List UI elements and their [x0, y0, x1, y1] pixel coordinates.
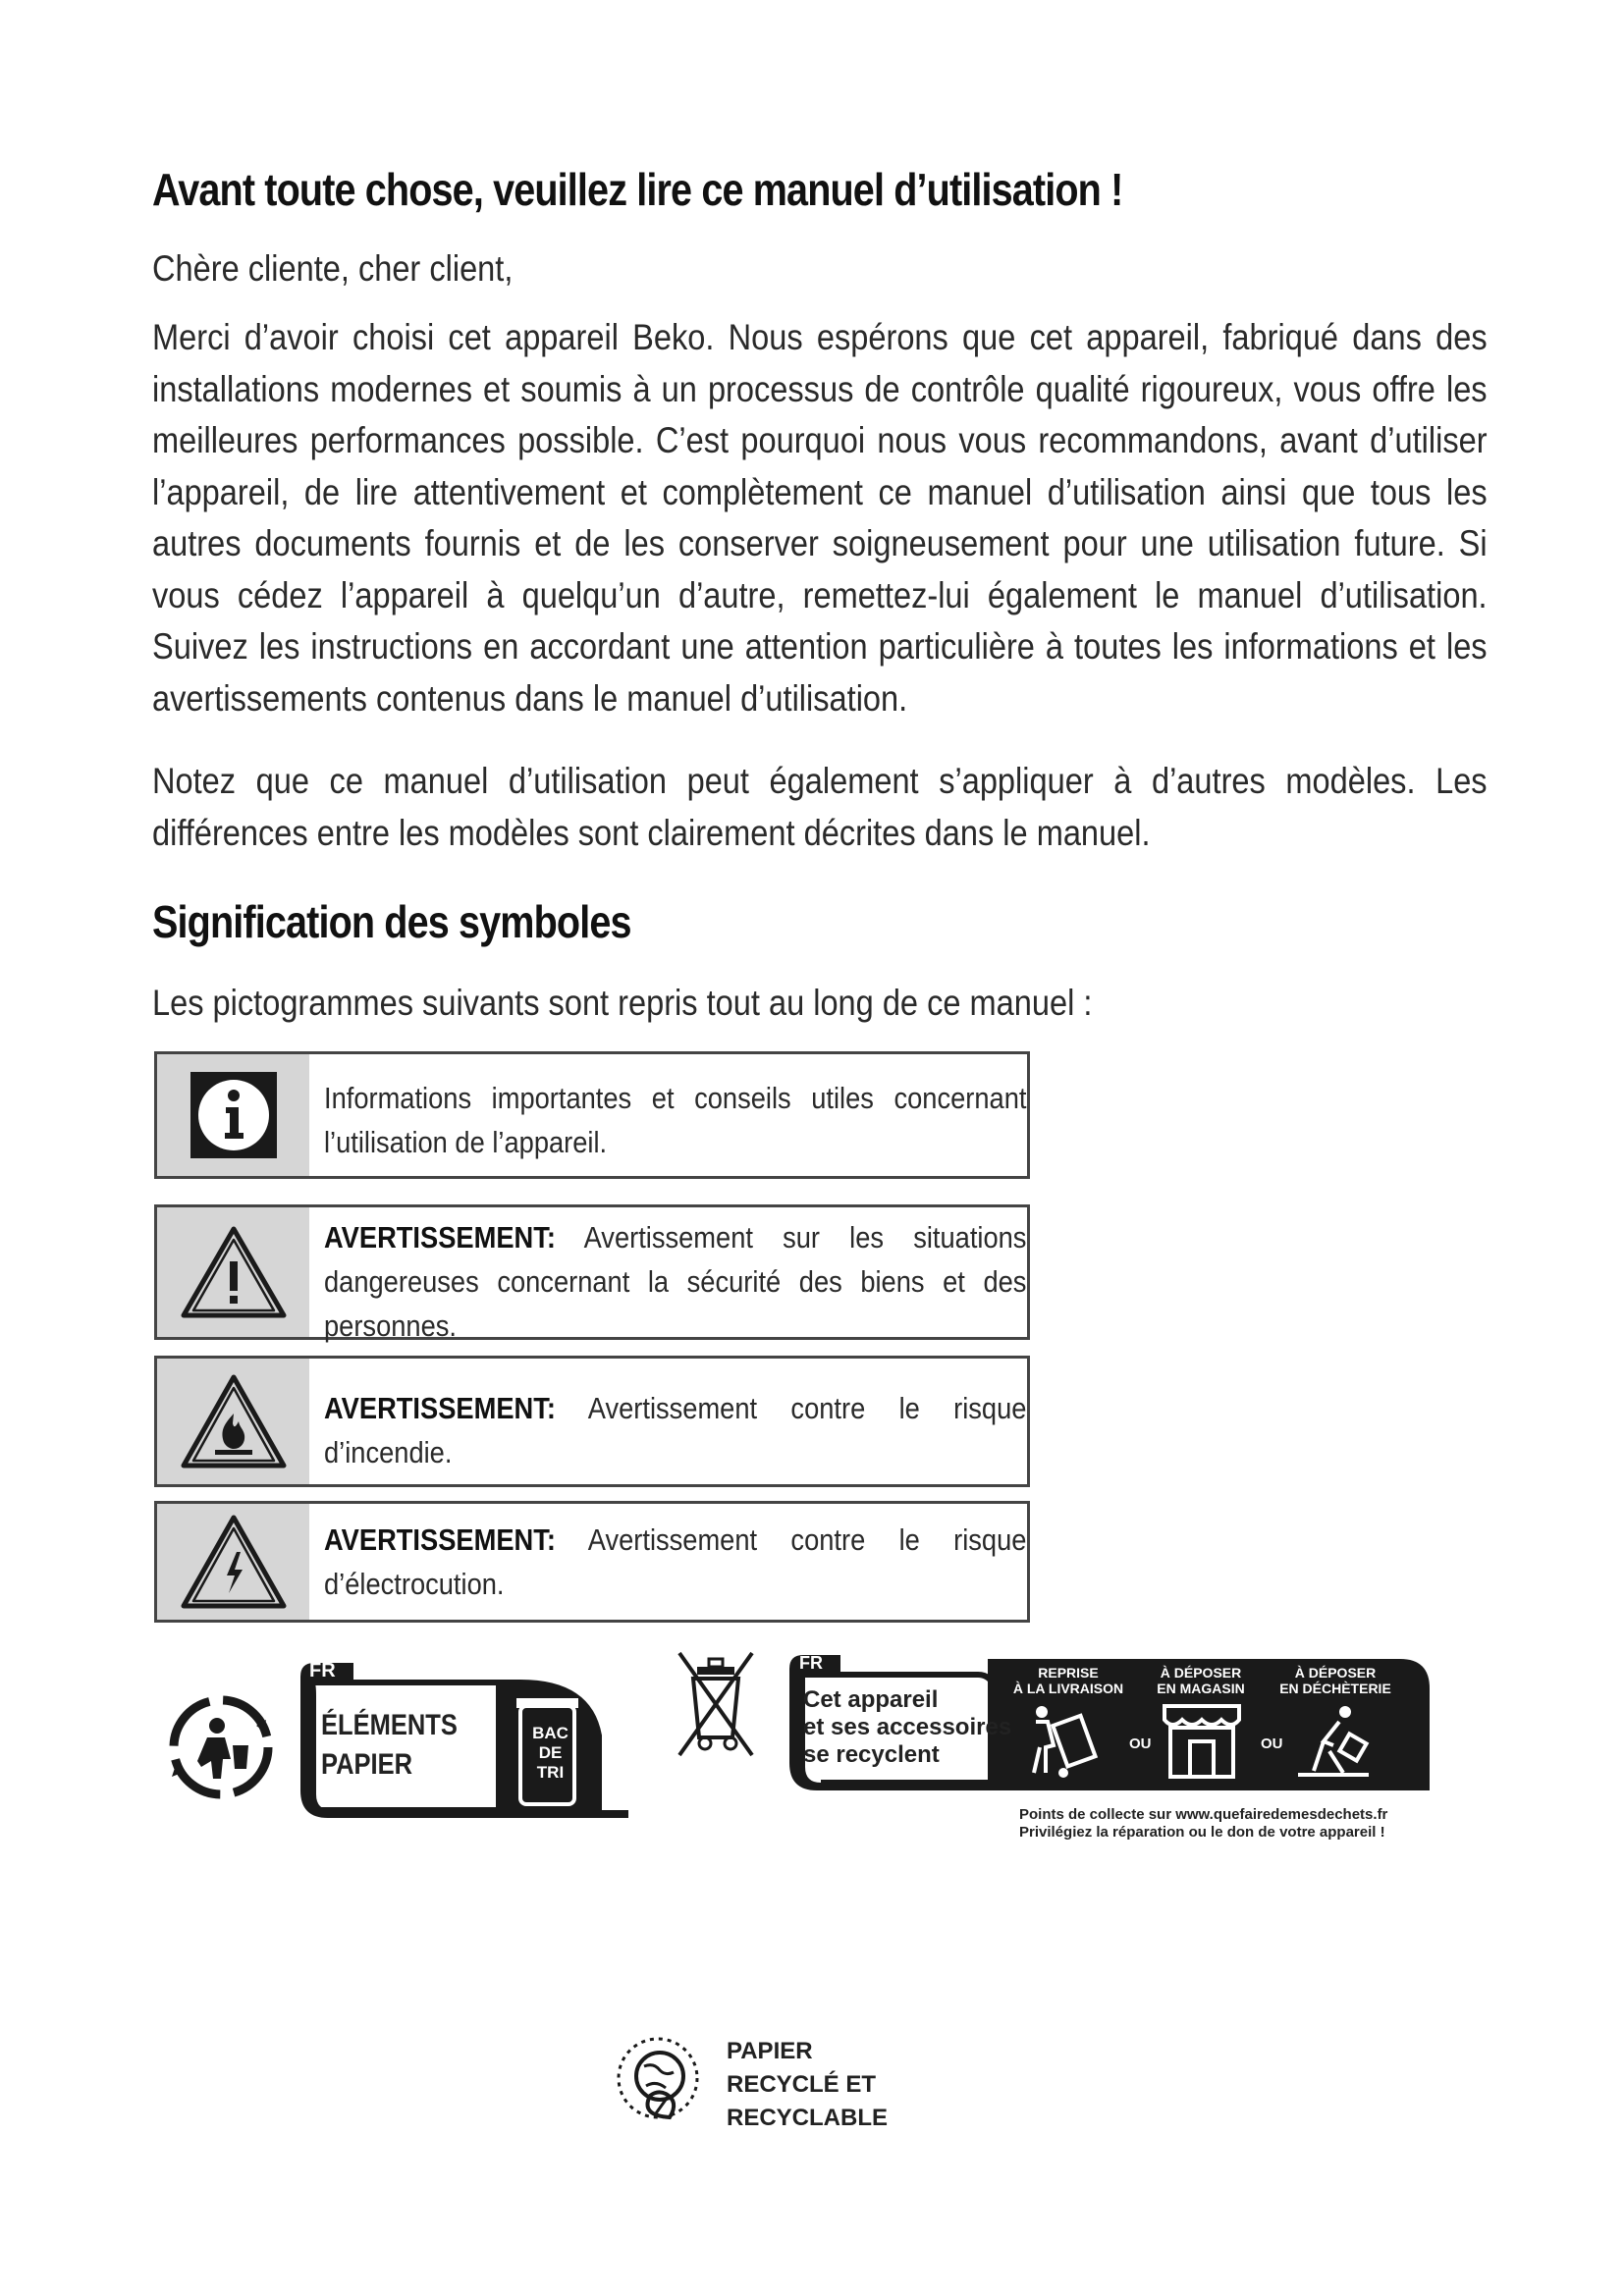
info-text: Informations importantes et conseils utiles concernant l’utilisation de l’appareil.	[324, 1081, 1027, 1159]
option-dump-label: À DÉPOSER EN DÉCHÈTERIE	[1279, 1665, 1391, 1696]
triman-deee-country: FR	[799, 1653, 823, 1673]
option-store-label: À DÉPOSER EN MAGASIN	[1157, 1665, 1245, 1696]
warning-label: AVERTISSEMENT:	[324, 1220, 556, 1255]
option-delivery-label: REPRISE À LA LIVRAISON	[1012, 1665, 1124, 1696]
delivery-icon	[1024, 1702, 1103, 1781]
intro-paragraph: Merci d’avoir choisi cet appareil Beko. Nous espérons que cet appareil, fabriqué dans des installations modernes et soumis à un processus de contrôle qualité rigoureux, vous offre les meilleures performances possible. C’est pourquoi nous vous recommandons, avant d’utiliser l’appareil, de lire attentivement et complètement ce manuel d’utilisation ainsi que tous les autres documents fournis et de les conserver soigneusement pour une utilisation future. Si vous cédez l’appareil à quelqu’un d’autre, remettez-lui également le manuel d’utilisation. Suivez les instructions en accordant une attention particulière à toutes les informations et les avertissements contenus dans le manuel d’utilisation.	[152, 317, 1488, 719]
crossed-bin-icon	[676, 1649, 756, 1759]
recycled-paper-label: PAPIER RECYCLÉ ET RECYCLABLE	[727, 2038, 889, 2131]
electric-warning-icon	[180, 1513, 288, 1611]
warning-icon	[180, 1224, 288, 1320]
store-icon	[1161, 1702, 1243, 1781]
triman-icon	[162, 1688, 280, 1806]
or-label-2: OU	[1261, 1735, 1283, 1752]
info-icon	[189, 1070, 279, 1160]
bin-label: BAC DE TRI	[532, 1724, 568, 1782]
recycled-paper-icon	[611, 2027, 709, 2125]
symbol-row-info	[154, 1051, 1030, 1179]
page-title: Avant toute chose, veuillez lire ce manuel d’utilisation !	[152, 164, 1123, 215]
triman-paper-logo	[162, 1657, 633, 1834]
or-label-1: OU	[1129, 1735, 1152, 1752]
symbol-row-fire	[154, 1356, 1030, 1487]
dump-icon	[1294, 1702, 1373, 1781]
deee-message: Cet appareil et ses accessoires se recyclent	[803, 1686, 1012, 1768]
symbol-row-warning	[154, 1204, 1030, 1343]
fire-warning-text: Avertissement contre le risque d’incendie.	[324, 1391, 1027, 1469]
symbols-heading: Signification des symboles	[152, 896, 631, 947]
symbol-row-electric	[154, 1501, 1030, 1623]
electric-warning-label: AVERTISSEMENT:	[324, 1522, 556, 1557]
models-paragraph: Notez que ce manuel d’utilisation peut également s’appliquer à d’autres modèles. Les différences entre les modèles sont clairement décrites dans le manuel.	[152, 761, 1488, 853]
electric-warning-text: Avertissement contre le risque d’électrocution.	[324, 1522, 1027, 1601]
deee-note: Points de collecte sur www.quefairedemesdechets.fr Privilégiez la réparation ou le don de votre appareil !	[1019, 1806, 1388, 1841]
triman-deee-logo	[676, 1649, 1441, 1845]
warning-text: Avertissement sur les situations dangereuses concernant la sécurité des biens et des personnes.	[324, 1220, 1027, 1343]
symbols-intro: Les pictogrammes suivants sont repris tout au long de ce manuel :	[152, 983, 1093, 1023]
greeting: Chère cliente, cher client,	[152, 248, 514, 289]
fire-warning-icon	[180, 1372, 288, 1470]
triman-paper-country: FR	[309, 1660, 336, 1682]
fire-warning-label: AVERTISSEMENT:	[324, 1391, 556, 1425]
triman-paper-label: ÉLÉMENTS PAPIER	[321, 1709, 458, 1781]
